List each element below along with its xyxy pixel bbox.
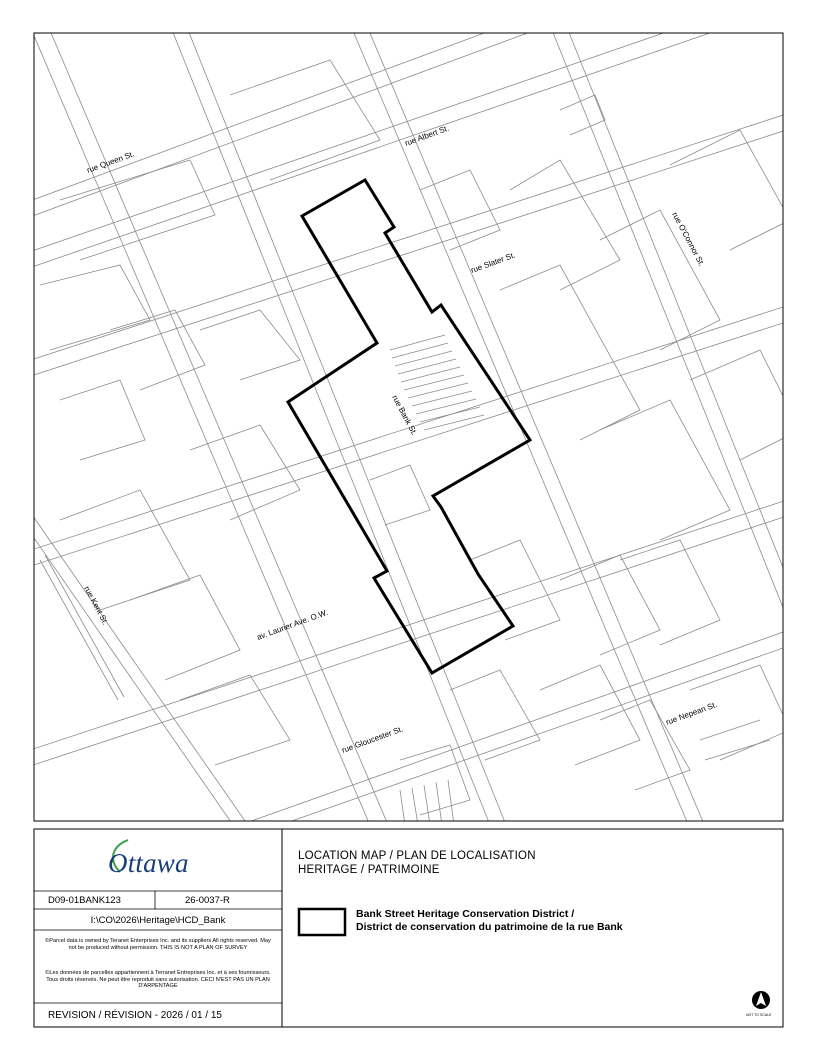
- file-path: I:\CO\2026\Heritage\HCD_Bank: [90, 915, 226, 926]
- legend-label-en: Bank Street Heritage Conservation District /: [356, 908, 575, 920]
- file-number: D09-01BANK123: [48, 895, 121, 906]
- street-label-laurier: av. Laurier Ave. O.W.: [255, 607, 330, 642]
- street-label-kent: rue Kent St.: [82, 584, 111, 627]
- report-number: 26-0037-R: [185, 895, 230, 906]
- legend-label-fr: District de conservation du patrimoine de la rue Bank: [356, 921, 623, 933]
- revision-date: REVISION / RÉVISION - 2026 / 01 / 15: [48, 1010, 222, 1021]
- street-label-queen: rue Queen St.: [85, 149, 136, 175]
- legend-swatch: [299, 909, 345, 935]
- ottawa-logo-text: Ottawa: [108, 848, 189, 878]
- map-title: LOCATION MAP / PLAN DE LOCALISATION: [298, 850, 536, 862]
- street-label-gloucester: rue Gloucester St.: [340, 724, 405, 755]
- street-label-bank: rue Bank St.: [390, 393, 419, 437]
- scale-note: NOT TO SCALE: [746, 1013, 772, 1017]
- street-label-slater: rue Slater St.: [469, 250, 517, 275]
- street-label-albert: rue Albert St.: [403, 123, 451, 148]
- street-label-nepean: rue Nepean St.: [664, 700, 719, 727]
- street-label-oconnor: rue O'Connor St.: [670, 210, 707, 268]
- disclaimer-english: ©Parcel data is owned by Teranet Enterprises Inc. and its suppliers All rights reserved. May not be produced without permission. THIS IS NOT A PLAN OF SURVEY: [45, 938, 271, 951]
- north-arrow-icon: [752, 991, 770, 1009]
- disclaimer-french: ©Les données de parcelles appartiennent à Terranet Entreprises Inc. et à ses fournisseurs. Tous droits réservés. Ne peut être reproduit sans autorisation. CECI N'EST PAS UN PLAN D'ARPENTAGE: [45, 970, 271, 990]
- map-subtitle: HERITAGE / PATRIMOINE: [298, 864, 440, 876]
- ottawa-logo: [108, 848, 189, 879]
